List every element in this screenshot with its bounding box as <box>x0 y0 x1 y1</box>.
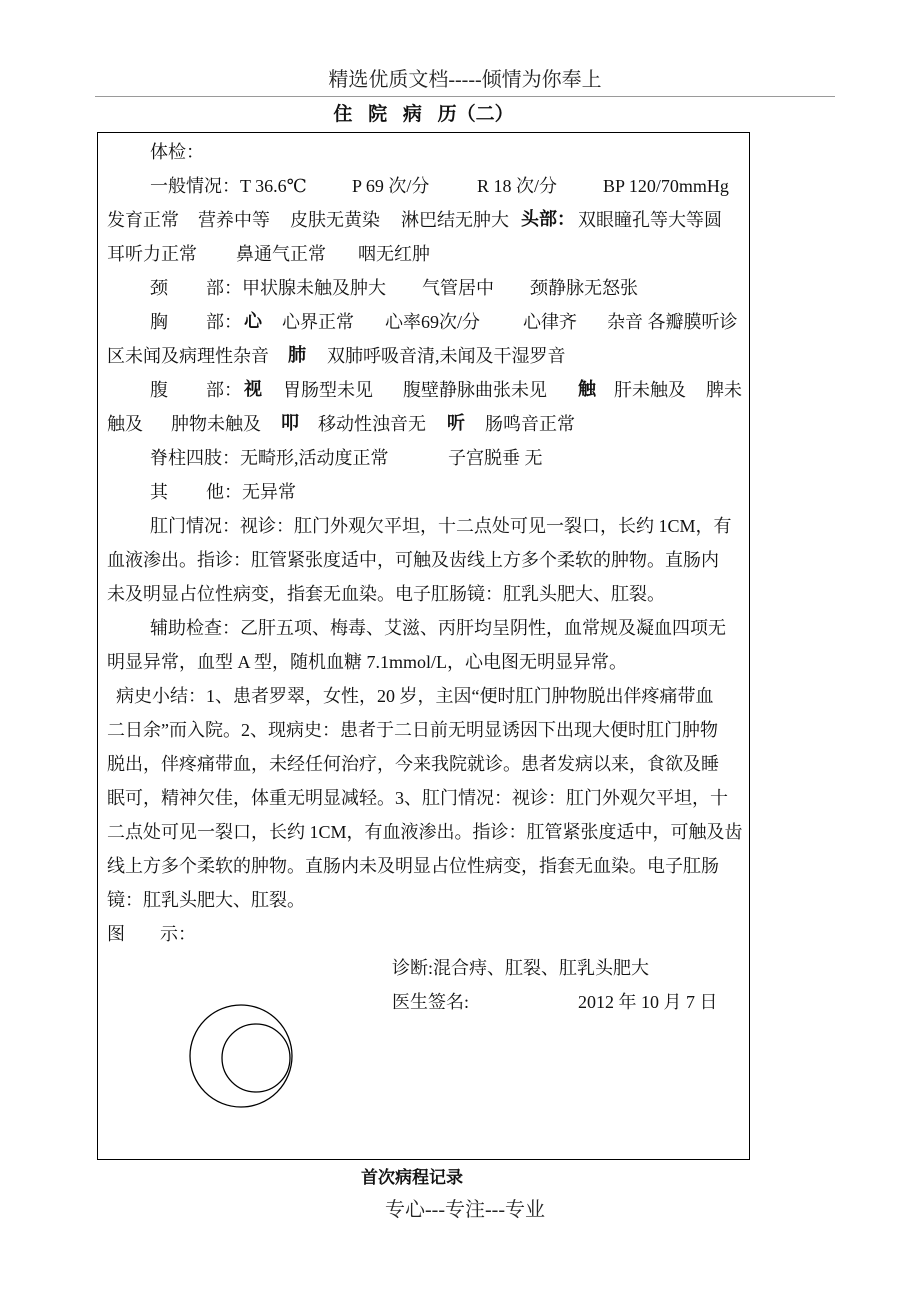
spleen-value-end: 触及 <box>107 414 143 434</box>
murmur-value: 杂音 各瓣膜听诊 <box>607 312 738 332</box>
anal-findings-line: 肛门情况：视诊：肛门外观欠平坦，十二点处可见一裂口，长约 1CM，有 <box>150 516 732 536</box>
auscultation-label: 听 <box>447 413 465 434</box>
history-summary-line: 二日余”而入院。2、现病史：患者于二日前无明显诱因下出现大便时肛门肿物 <box>107 720 718 740</box>
diagram-label-second: 示： <box>160 924 196 944</box>
inspection-label: 视 <box>244 379 262 400</box>
history-summary-line: 眠可，精神欠佳，体重无明显减轻。3、肛门情况：视诊：肛门外观欠平坦，十 <box>107 788 728 808</box>
anal-findings-line: 未及明显占位性病变，指套无血染。电子肛肠镜：肛乳头肥大、肛裂。 <box>107 584 665 604</box>
page-banner: 精选优质文档-----倾情为你奉上 <box>328 69 602 91</box>
percussion-label: 叩 <box>281 413 299 434</box>
signature-date: 2012 年 10 月 7 日 <box>578 992 718 1012</box>
throat-value: 咽无红肿 <box>358 244 430 264</box>
thyroid-value: 甲状腺未触及肿大 <box>242 278 386 298</box>
murmur-value-cont: 区未闻及病理性杂音 <box>107 346 269 366</box>
auxiliary-exam-line: 辅助检查：乙肝五项、梅毒、艾滋、丙肝均呈阴性，血常规及凝血四项无 <box>150 618 726 638</box>
history-summary-line: 病史小结：1、患者罗翠，女性，20 岁，主因“便时肛门肿物脱出伴疼痛带血 <box>116 686 714 706</box>
diagram-outer-circle <box>190 1005 292 1107</box>
spine-limbs-value: 无畸形,活动度正常 <box>240 448 389 468</box>
temperature-value: T 36.6℃ <box>240 176 307 196</box>
record-title: 住 院 病 历（二） <box>333 104 514 125</box>
auxiliary-exam-line: 明显异常，血型 A 型，随机血糖 7.1mmol/L，心电图无明显异常。 <box>107 652 628 672</box>
bowel-sounds-value: 肠鸣音正常 <box>485 414 575 434</box>
mass-value: 肿物未触及 <box>171 414 261 434</box>
chest-label-first: 胸 <box>150 312 168 332</box>
diagram-label-first: 图 <box>107 924 125 944</box>
abdomen-label-second: 部： <box>206 380 242 400</box>
uterine-prolapse-value: 子宫脱垂 无 <box>448 448 543 468</box>
general-temperature <box>150 174 307 198</box>
other-value: 无异常 <box>242 482 296 502</box>
gastric-pattern-value: 胃肠型未见 <box>283 380 373 400</box>
heart-rhythm-value: 心律齐 <box>523 312 577 332</box>
palpation-label: 触 <box>578 379 596 400</box>
neck-thyroid <box>206 276 386 300</box>
skin-value: 皮肤无黄染 <box>290 210 380 230</box>
history-summary-line: 线上方多个柔软的肿物。直肠内未及明显占位性病变，指套无血染。电子肛肠 <box>107 856 719 876</box>
other-label-second: 他： <box>206 482 242 502</box>
nutrition-value: 营养中等 <box>198 210 270 230</box>
abdomen-label-first: 腹 <box>150 380 168 400</box>
exam-heading: 体检： <box>150 142 204 162</box>
neck-label-first: 颈 <box>150 278 168 298</box>
respiration-value: R 18 次/分 <box>477 176 558 196</box>
diagnosis: 诊断:混合痔、肛裂、肛乳头肥大 <box>392 958 649 978</box>
development-value: 发育正常 <box>107 210 179 230</box>
shifting-dullness-value: 移动性浊音无 <box>318 414 426 434</box>
liver-value: 肝未触及 <box>614 380 686 400</box>
spine-limbs-label: 脊柱四肢： <box>150 448 240 468</box>
wall-veins-value: 腹壁静脉曲张未见 <box>403 380 547 400</box>
lung-label: 肺 <box>288 345 306 366</box>
history-summary-line: 镜：肛乳头肥大、肛裂。 <box>107 890 305 910</box>
jugular-vein-value: 颈静脉无怒张 <box>530 278 638 298</box>
signature-label: 医生签名: <box>392 992 470 1012</box>
head-label: 头部： <box>521 209 575 230</box>
nose-value: 鼻通气正常 <box>236 244 326 264</box>
history-summary-line: 脱出，伴疼痛带血，未经任何治疗，今来我院就诊。患者发病以来，食欲及睡 <box>107 754 719 774</box>
heart-label: 心 <box>244 311 262 332</box>
lymph-nodes-value: 淋巴结无肿大 <box>401 210 509 230</box>
ears-value: 耳听力正常 <box>107 244 197 264</box>
other-label-first: 其 <box>150 482 168 502</box>
anal-diagram <box>180 995 305 1120</box>
other-findings <box>206 480 296 504</box>
banner-divider <box>95 96 835 97</box>
page-footer: 专心---专注---专业 <box>385 1199 545 1221</box>
heart-border-value: 心界正常 <box>282 312 354 332</box>
eyes-value: 双眼瞳孔等大等圆 <box>578 210 722 230</box>
neck-label-second: 部： <box>206 278 242 298</box>
spine-limbs <box>150 446 389 470</box>
general-label: 一般情况： <box>150 176 240 196</box>
chest-label-second: 部： <box>206 312 242 332</box>
history-summary-line: 二点处可见一裂口，长约 1CM，有血液渗出。指诊：肛管紧张度适中，可触及齿 <box>107 822 743 842</box>
trachea-value: 气管居中 <box>422 278 494 298</box>
pulse-value: P 69 次/分 <box>352 176 430 196</box>
anal-findings-line: 血液渗出。指诊：肛管紧张度适中，可触及齿线上方多个柔软的肿物。直肠内 <box>107 550 719 570</box>
lungs-value: 双肺呼吸音清,未闻及干湿罗音 <box>327 346 566 366</box>
heart-rate-value: 心率69次/分 <box>385 312 481 332</box>
next-section-heading: 首次病程记录 <box>361 1168 463 1188</box>
diagram-inner-circle <box>222 1024 290 1092</box>
spleen-value-start: 脾未 <box>706 380 742 400</box>
blood-pressure-value: BP 120/70mmHg <box>603 176 729 196</box>
